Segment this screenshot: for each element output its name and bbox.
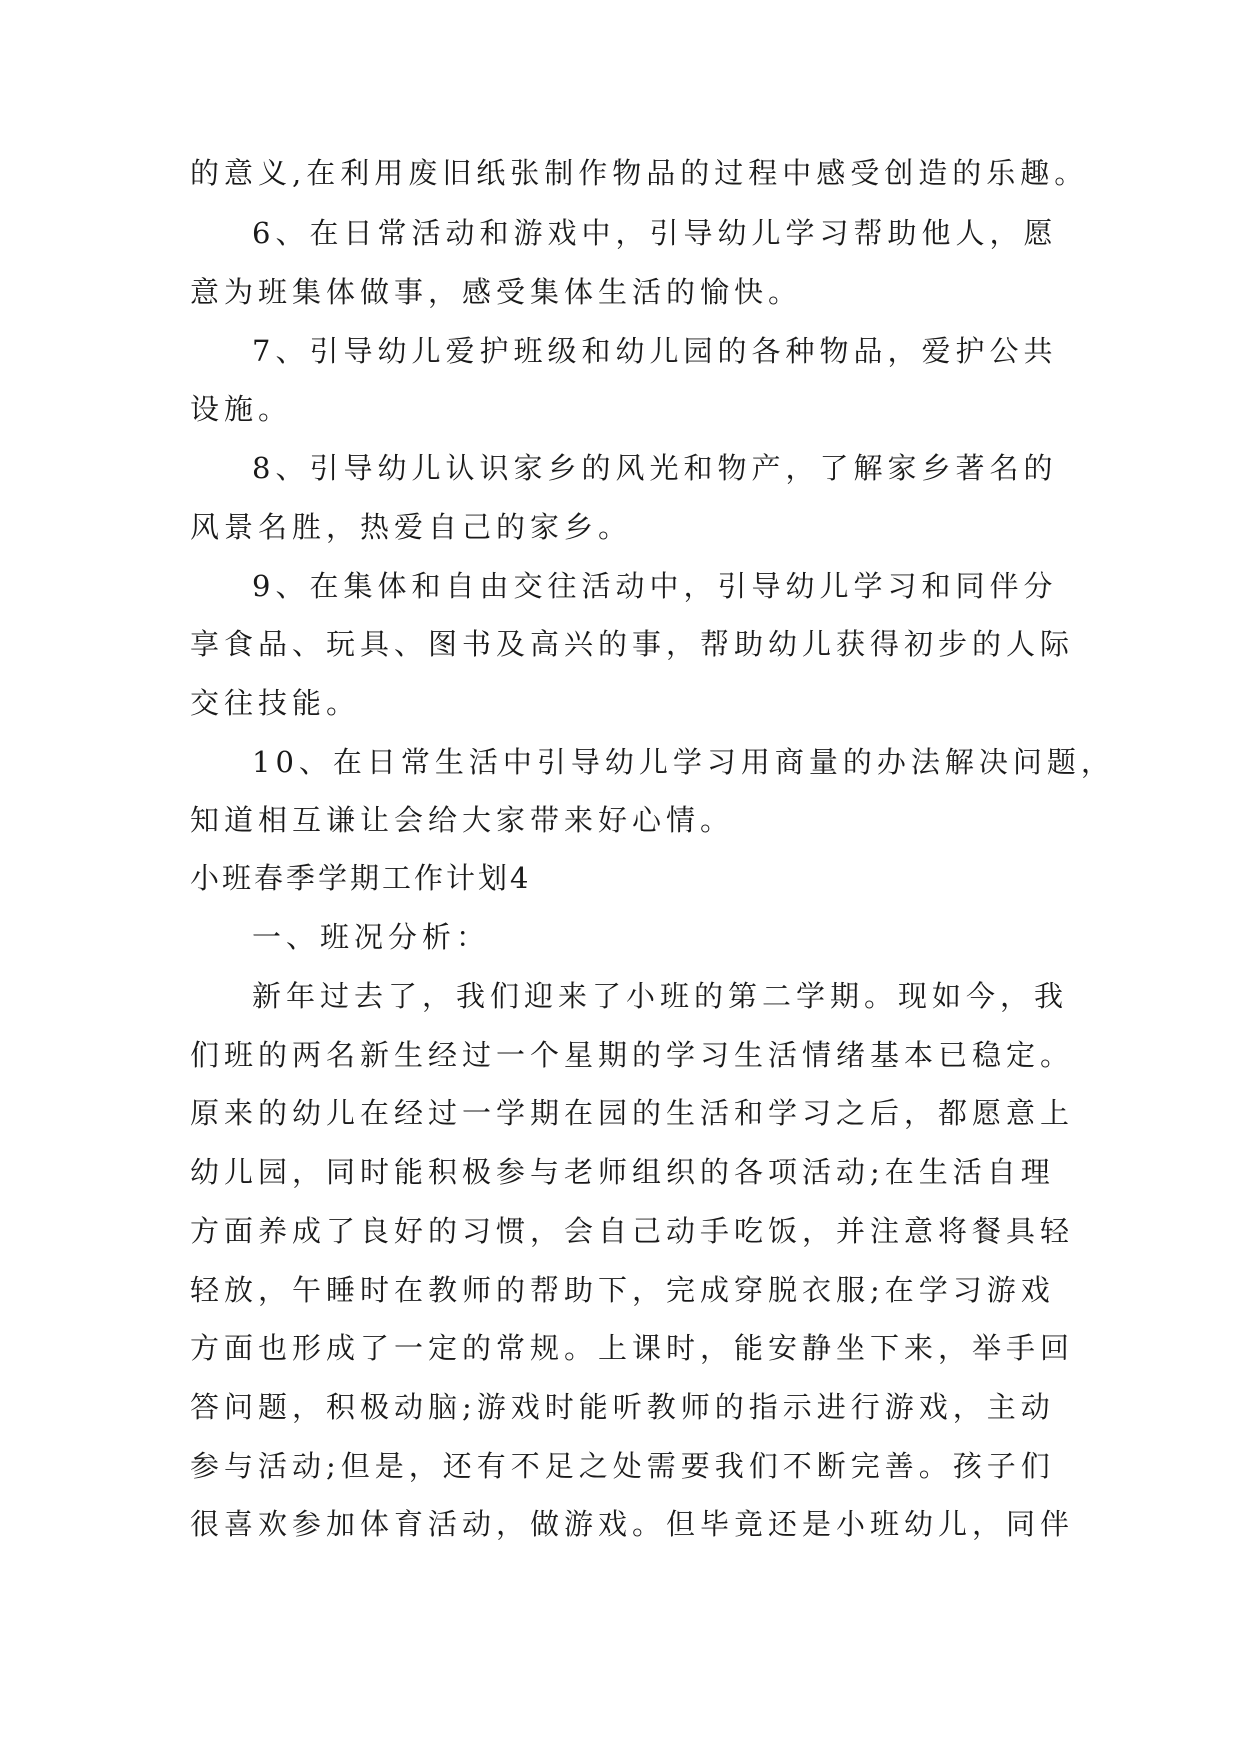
paragraph-line: 知道相互谦让会给大家带来好心情。 <box>190 803 735 837</box>
section-heading: 小班春季学期工作计划4 <box>190 861 532 895</box>
paragraph-line: 幼儿园，同时能积极参与老师组织的各项活动;在生活自理 <box>190 1155 1055 1189</box>
paragraph-line: 享食品、玩具、图书及高兴的事，帮助幼儿获得初步的人际 <box>190 627 1075 661</box>
paragraph-line: 很喜欢参加体育活动，做游戏。但毕竟还是小班幼儿，同伴 <box>190 1507 1075 1541</box>
paragraph-line: 的意义,在利用废旧纸张制作物品的过程中感受创造的乐趣。 <box>190 156 1089 190</box>
paragraph-line: 原来的幼儿在经过一学期在园的生活和学习之后，都愿意上 <box>190 1096 1075 1130</box>
subsection-heading: 一、班况分析： <box>252 920 491 954</box>
paragraph-line: 风景名胜，热爱自己的家乡。 <box>190 510 633 544</box>
paragraph-line: 意为班集体做事，感受集体生活的愉快。 <box>190 275 803 309</box>
paragraph-line: 交往技能。 <box>190 686 361 720</box>
paragraph-line: 参与活动;但是，还有不足之处需要我们不断完善。孩子们 <box>190 1449 1055 1483</box>
paragraph-line: 们班的两名新生经过一个星期的学习生活情绪基本已稳定。 <box>190 1038 1075 1072</box>
paragraph-line: 新年过去了，我们迎来了小班的第二学期。现如今，我 <box>252 979 1069 1013</box>
paragraph-line: 轻放，午睡时在教师的帮助下，完成穿脱衣服;在学习游戏 <box>190 1273 1055 1307</box>
paragraph-line: 8、引导幼儿认识家乡的风光和物产，了解家乡著名的 <box>252 451 1058 485</box>
paragraph-line: 答问题，积极动脑;游戏时能听教师的指示进行游戏，主动 <box>190 1390 1055 1424</box>
paragraph-line: 10、在日常生活中引导幼儿学习用商量的办法解决问题， <box>252 745 1115 779</box>
paragraph-line: 6、在日常活动和游戏中，引导幼儿学习帮助他人，愿 <box>252 216 1058 250</box>
paragraph-line: 9、在集体和自由交往活动中，引导幼儿学习和同伴分 <box>252 569 1058 603</box>
paragraph-line: 设施。 <box>190 392 293 426</box>
paragraph-line: 方面也形成了一定的常规。上课时，能安静坐下来，举手回 <box>190 1331 1075 1365</box>
paragraph-line: 方面养成了良好的习惯，会自己动手吃饭，并注意将餐具轻 <box>190 1214 1075 1248</box>
paragraph-line: 7、引导幼儿爱护班级和幼儿园的各种物品，爱护公共 <box>252 334 1058 368</box>
